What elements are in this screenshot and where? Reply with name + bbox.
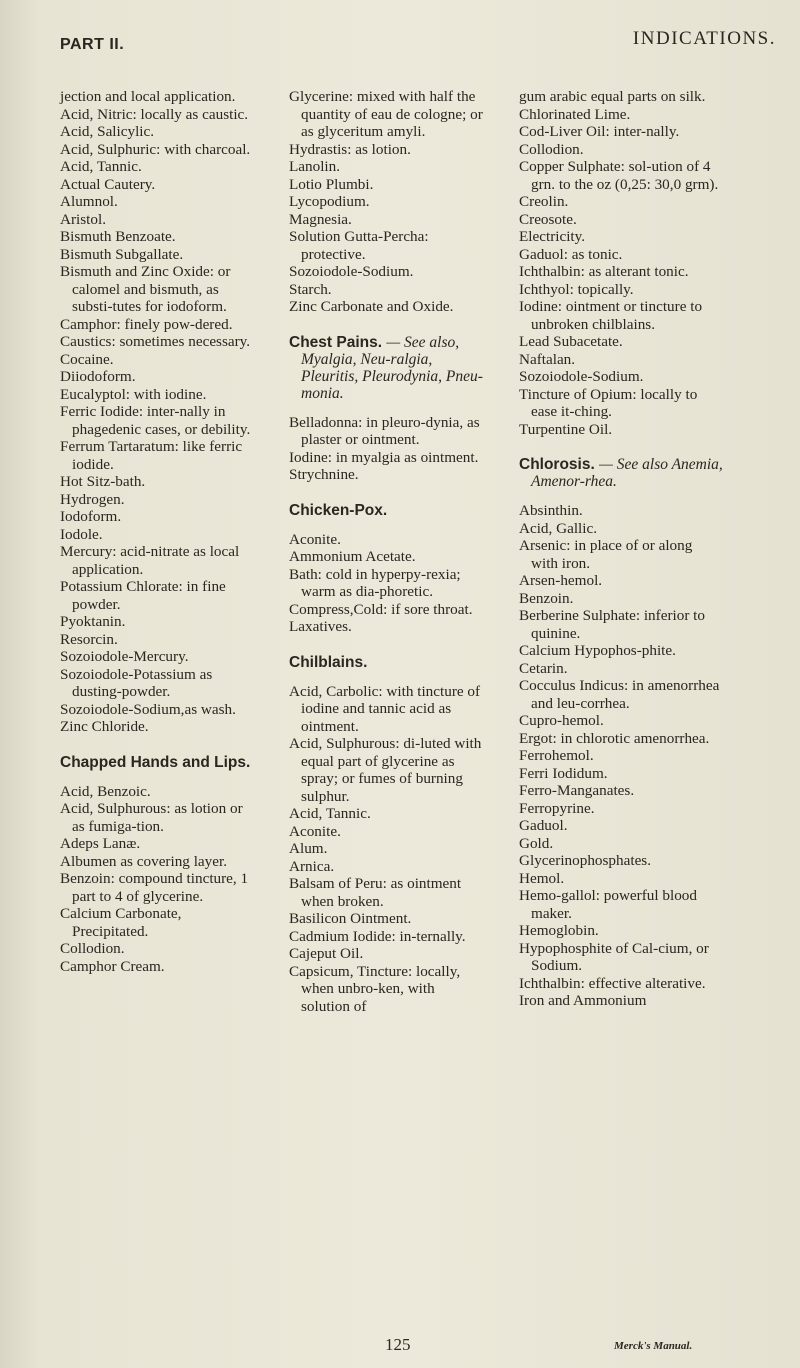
remedy-entry: Bath: cold in hyperpy-rexia; warm as dia-phoretic. <box>289 565 461 600</box>
remedy-entry: Cadmium Iodide: in-ternally. <box>289 927 466 945</box>
remedy-entry: Gold. <box>519 834 554 852</box>
remedy-entry: Caustics: sometimes necessary. <box>60 333 251 350</box>
remedy-entry: Creosote. <box>519 210 577 228</box>
remedy-entry: Actual Cautery. <box>60 175 156 193</box>
remedy-entry: Cetarin. <box>519 659 568 677</box>
section-heading <box>289 654 487 671</box>
remedy-entry: Hemol. <box>519 869 565 887</box>
section-heading <box>289 502 487 519</box>
remedy-entry: Calcium Hypophos-phite. <box>519 642 676 659</box>
remedy-entry: Collodion. <box>519 140 584 158</box>
remedy-entry: Alumnol. <box>60 193 118 210</box>
remedy-entry: jection and local application. <box>60 88 236 105</box>
see-also-reference: — See also Anemia, Amenor-rhea. <box>531 456 723 490</box>
remedy-entry: Potassium Chlorate: in fine powder. <box>60 578 226 613</box>
remedy-entry: Bismuth and Zinc Oxide: or calomel and bismuth, as substi-tutes for iodoform. <box>60 263 231 315</box>
remedy-entry: Turpentine Oil. <box>519 420 613 438</box>
remedy-entry: Sozoiodole-Mercury. <box>60 648 189 665</box>
remedy-entry: Resorcin. <box>60 630 118 648</box>
remedy-entry: Benzoin: compound tincture, 1 part to 4 of glycerine. <box>60 870 249 905</box>
remedy-entry: Benzoin. <box>519 589 574 607</box>
remedy-entry: Glycerine: mixed with half the quantity of eau de cologne; or as glyceritum amyli. <box>289 88 483 140</box>
remedy-entry: Adeps Lanæ. <box>60 835 141 852</box>
remedy-entry: Ferri Iodidum. <box>519 764 608 782</box>
remedy-entry: Ferropyrine. <box>519 799 595 817</box>
remedy-entry: Berberine Sulphate: inferior to quinine. <box>519 607 705 642</box>
remedy-entry: Ichthalbin: as alterant tonic. <box>519 263 689 280</box>
see-also-reference: — See also, Myalgia, Neu-ralgia, Pleuritis, Pleurodynia, Pneu-monia. <box>301 333 483 402</box>
remedy-entry: Ergot: in chlorotic amenorrhea. <box>519 729 710 747</box>
remedy-entry: Acid, Nitric: locally as caustic. <box>60 105 249 123</box>
remedy-entry: Bismuth Subgallate. <box>60 245 184 263</box>
remedy-entry: Balsam of Peru: as ointment when broken. <box>289 875 462 910</box>
remedy-entry: Aconite. <box>289 530 341 548</box>
remedy-entry: Solution Gutta-Percha: protective. <box>289 228 429 263</box>
remedy-entry: Tincture of Opium: locally to ease it-ching. <box>519 385 698 420</box>
remedy-entry: Zinc Carbonate and Oxide. <box>289 298 454 315</box>
remedy-entry: Ichthalbin: effective alterative. <box>519 974 706 992</box>
section-title: Chicken-Pox. <box>289 501 388 519</box>
page-number: 125 <box>385 1335 411 1354</box>
remedy-entry: Strychnine. <box>289 466 359 483</box>
remedy-entry: Laxatives. <box>289 618 352 635</box>
remedy-entry: Sozoiodole-Sodium. <box>519 368 644 385</box>
remedy-entry: Albumen as covering layer. <box>60 852 228 870</box>
remedy-entry: Naftalan. <box>519 350 576 368</box>
remedy-entry: Hypophosphite of Cal-cium, or Sodium. <box>519 939 709 974</box>
remedy-entry: Arsenic: in place of or along with iron. <box>519 537 693 572</box>
remedy-entry: Belladonna: in pleuro-dynia, as plaster or ointment. <box>289 413 480 448</box>
remedy-entry: Arnica. <box>289 857 335 875</box>
publisher-imprint: Merck's Manual. <box>614 1340 693 1352</box>
remedy-entry: Cocaine. <box>60 350 114 368</box>
remedy-entry: Gaduol: as tonic. <box>519 245 623 263</box>
remedy-entry: Lead Subacetate. <box>519 333 623 350</box>
text-column-2 <box>289 88 487 1015</box>
remedy-entry: Capsicum, Tincture: locally, when unbro-ken, with solution of <box>289 962 461 1015</box>
remedy-entry: Magnesia. <box>289 210 352 228</box>
remedy-entry: Alum. <box>289 840 328 857</box>
remedy-entry: Acid, Sulphurous: di-luted with equal part of glycerine as spray; or fumes of burning sulphur. <box>289 735 482 805</box>
remedy-entry: Acid, Tannic. <box>289 805 371 822</box>
remedy-entry: Acid, Tannic. <box>60 158 142 175</box>
remedy-entry: Hydrastis: as lotion. <box>289 140 411 158</box>
remedy-entry: Hot Sitz-bath. <box>60 473 146 490</box>
remedy-entry: Compress,Cold: if sore throat. <box>289 600 473 618</box>
section-title: Chest Pains. <box>289 333 383 351</box>
remedy-entry: Chlorinated Lime. <box>519 105 631 123</box>
section-heading <box>60 754 254 771</box>
running-header-right: INDICATIONS. <box>632 28 776 49</box>
remedy-entry: Sozoiodole-Potassium as dusting-powder. <box>60 665 213 700</box>
remedy-entry: Cajeput Oil. <box>289 945 364 962</box>
remedy-entry: gum arabic equal parts on silk. <box>519 88 706 105</box>
remedy-entry: Iodoform. <box>60 508 122 525</box>
remedy-entry: Iron and Ammonium <box>519 992 647 1009</box>
remedy-entry: Lanolin. <box>289 158 341 175</box>
remedy-entry: Sozoiodole-Sodium. <box>289 263 414 280</box>
remedy-entry: Creolin. <box>519 193 569 210</box>
remedy-entry: Ferro-Manganates. <box>519 782 635 799</box>
text-column-3 <box>519 88 723 1010</box>
remedy-entry: Acid, Salicylic. <box>60 123 155 140</box>
remedy-entry: Diiodoform. <box>60 368 136 385</box>
remedy-entry: Acid, Carbolic: with tincture of iodine and tannic acid as ointment. <box>289 682 481 735</box>
remedy-entry: Iodine: ointment or tincture to unbroken chilblains. <box>519 298 703 333</box>
remedy-entry: Copper Sulphate: sol-ution of 4 grn. to the oz (0,25: 30,0 grm). <box>519 158 719 193</box>
remedy-entry: Iodine: in myalgia as ointment. <box>289 448 479 466</box>
remedy-entry: Basilicon Ointment. <box>289 910 412 927</box>
remedy-entry: Acid, Gallic. <box>519 519 598 537</box>
remedy-entry: Camphor: finely pow-dered. <box>60 315 233 333</box>
remedy-entry: Sozoiodole-Sodium,as wash. <box>60 700 236 718</box>
remedy-entry: Gaduol. <box>519 817 568 834</box>
remedy-entry: Camphor Cream. <box>60 957 165 975</box>
remedy-entry: Lycopodium. <box>289 193 370 210</box>
remedy-entry: Ammonium Acetate. <box>289 548 416 565</box>
remedy-entry: Cupro-hemol. <box>519 712 604 729</box>
remedy-entry: Absinthin. <box>519 502 583 519</box>
remedy-entry: Cod-Liver Oil: inter-nally. <box>519 123 680 140</box>
remedy-entry: Electricity. <box>519 228 586 245</box>
remedy-entry: Acid, Sulphuric: with charcoal. <box>60 140 251 158</box>
remedy-entry: Cocculus Indicus: in amenorrhea and leu-corrhea. <box>519 677 720 712</box>
remedy-entry: Hemo-gallol: powerful blood maker. <box>519 887 697 922</box>
section-heading <box>289 334 487 402</box>
remedy-entry: Ichthyol: topically. <box>519 280 634 298</box>
remedy-entry: Mercury: acid-nitrate as local application. <box>60 543 240 578</box>
remedy-entry: Collodion. <box>60 940 125 957</box>
remedy-entry: Lotio Plumbi. <box>289 175 374 193</box>
remedy-entry: Glycerinophosphates. <box>519 852 652 869</box>
remedy-entry: Starch. <box>289 280 332 298</box>
section-title: Chlorosis. <box>519 456 595 473</box>
running-header-left: PART II. <box>60 36 125 53</box>
remedy-entry: Acid, Sulphurous: as lotion or as fumiga-tion. <box>60 800 243 835</box>
remedy-entry: Zinc Chloride. <box>60 718 149 735</box>
remedy-entry: Hemoglobin. <box>519 922 599 939</box>
remedy-entry: Aristol. <box>60 210 106 228</box>
remedy-entry: Iodole. <box>60 525 103 543</box>
remedy-entry: Bismuth Benzoate. <box>60 228 176 245</box>
remedy-entry: Eucalyptol: with iodine. <box>60 385 207 403</box>
section-title: Chapped Hands and Lips. <box>60 753 251 771</box>
remedy-entry: Calcium Carbonate, Precipitated. <box>60 905 182 940</box>
remedy-entry: Ferrohemol. <box>519 747 594 764</box>
remedy-entry: Arsen-hemol. <box>519 572 603 589</box>
remedy-entry: Pyoktanin. <box>60 613 126 630</box>
remedy-entry: Hydrogen. <box>60 490 125 508</box>
remedy-entry: Ferric Iodide: inter-nally in phagedenic cases, or debility. <box>60 403 251 438</box>
remedy-entry: Aconite. <box>289 822 341 840</box>
remedy-entry: Acid, Benzoic. <box>60 782 151 800</box>
section-heading <box>519 456 723 490</box>
section-title: Chilblains. <box>289 653 368 671</box>
text-column-1 <box>60 88 254 975</box>
remedy-entry: Ferrum Tartaratum: like ferric iodide. <box>60 438 243 473</box>
